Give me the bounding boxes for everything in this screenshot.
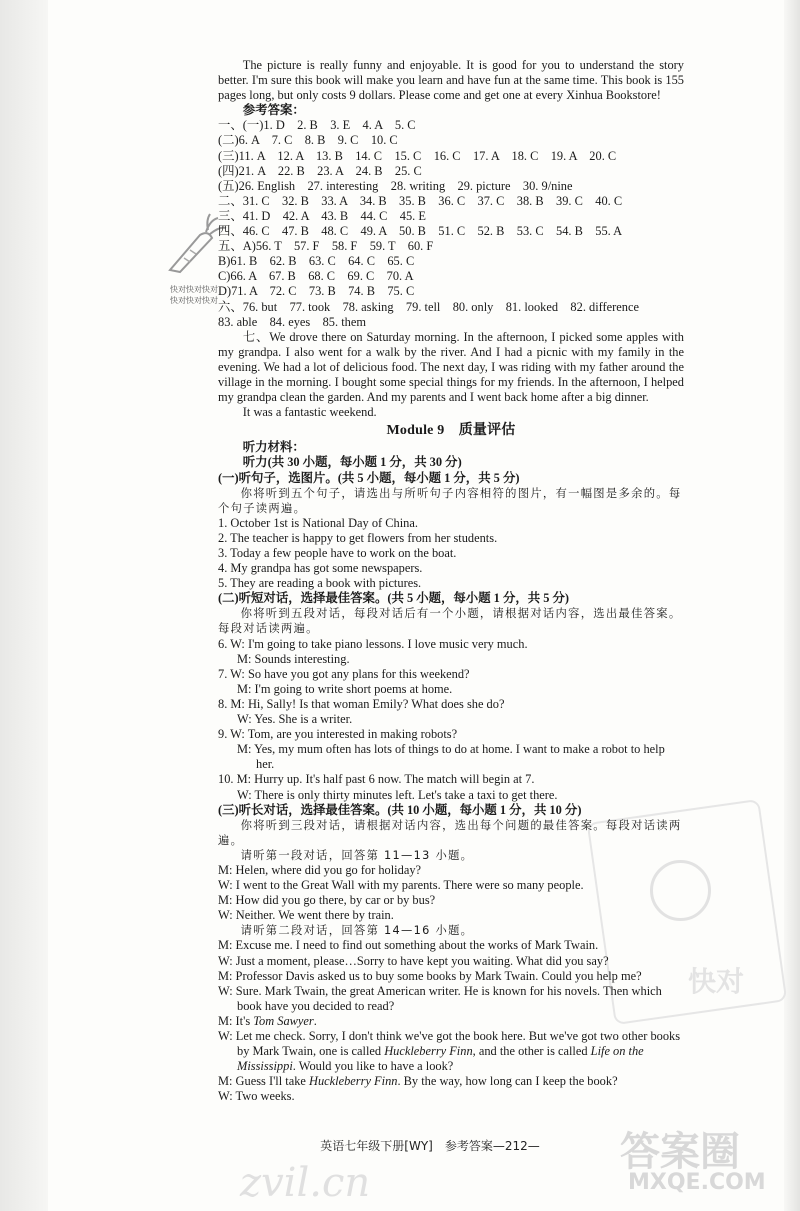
dialogue-line: W: So have you got any plans for this weekend? bbox=[230, 666, 470, 681]
section-3-note: 你将听到三段对话，请根据对话内容，选出每个问题的最佳答案。每段对话读两遍。 bbox=[218, 818, 682, 847]
answer-line: D)71. A 72. C 73. B 74. B 75. C bbox=[218, 284, 415, 299]
essay-closing: It was a fantastic weekend. bbox=[242, 405, 377, 420]
answer-line: 四、46. C 47. B 48. C 49. A 50. B 51. C 52. B 53. C 54. B 55. A bbox=[218, 224, 623, 239]
answer-line: C)66. A 67. B 68. C 69. C 70. A bbox=[218, 269, 414, 284]
answer-line: 一、(一)1. D 2. B 3. E 4. A 5. C bbox=[218, 118, 416, 133]
answer-line: 83. able 84. eyes 85. them bbox=[218, 314, 366, 329]
intro-paragraph: The picture is really funny and enjoyable. It is good for you to understand the story better. I'm sure this book will make you learn and have fun at the same time. This book is 155 pages long, but only costs 9 dollars. Please come and get one at every Xinhua Bookstore! bbox=[218, 58, 684, 103]
dialogue-2-intro: 请听第二段对话，回答第 14—16 小题。 bbox=[240, 924, 474, 938]
answer-list bbox=[218, 118, 684, 329]
sentence-item: 5. They are reading a book with pictures. bbox=[218, 576, 422, 591]
sentence-item: 4. My grandpa has got some newspapers. bbox=[218, 561, 423, 576]
book-title: Tom Sawyer bbox=[253, 1013, 314, 1028]
content-column bbox=[218, 58, 684, 1104]
dialogue-line: M: Yes, my mum often has lots of things to do at home. I want to make a robot to help her. bbox=[237, 742, 665, 772]
listening-material-label: 听力材料： bbox=[242, 440, 305, 455]
module-title: Module 9 质量评估 bbox=[386, 423, 516, 439]
book-title: Huckleberry Finn bbox=[384, 1044, 473, 1059]
dialogue-line: M: It's Tom Sawyer. bbox=[218, 1013, 317, 1028]
dialogue-8: 8. M: Hi, Sally! Is that woman Emily? What does she do? W: Yes. She is a writer. bbox=[218, 697, 684, 727]
book-title: Life on the Mississippi bbox=[237, 1044, 644, 1074]
dialogue-1-intro: 请听第一段对话，回答第 11—13 小题。 bbox=[240, 848, 474, 862]
section-1-heading: (一)听句子，选图片。(共 5 小题，每小题 1 分，共 5 分) bbox=[218, 470, 520, 485]
dialogue-10: 10. M: Hurry up. It's half past 6 now. The match will begin at 7. W: There is only thirty minutes left. Let's take a taxi to get there. bbox=[218, 772, 684, 802]
dialogue-line: W: Two weeks. bbox=[218, 1089, 295, 1104]
sentence-item: 2. The teacher is happy to get flowers from her students. bbox=[218, 530, 498, 545]
dialogue-9: 9. W: Tom, are you interested in making robots? M: Yes, my mum often has lots of things to do at home. I want to make a robot to help her. bbox=[218, 727, 684, 772]
dialogue-line: M: Sounds interesting. bbox=[237, 651, 350, 666]
dialogue-line: M: Guess I'll take Huckleberry Finn. By the way, how long can I keep the book? bbox=[218, 1074, 618, 1089]
dialogue-line: W: I'm going to take piano lessons. I love music very much. bbox=[230, 636, 528, 651]
ref-heading: 参考答案： bbox=[242, 103, 305, 118]
page-edge-right bbox=[784, 0, 800, 1211]
sentence-item: 3. Today a few people have to work on the boat. bbox=[218, 546, 457, 560]
dialogue-line: W: Let me check. Sorry, I don't think we've got the book here. But we've got two other books by Mark Twain, one is called Huckleberry Finn, and the other is called Life on the Mississippi. Would you like to have a look? bbox=[218, 1029, 681, 1074]
answer-line: 三、41. D 42. A 43. B 44. C 45. E bbox=[218, 208, 426, 223]
dialogue-7: 7. W: So have you got any plans for this weekend? M: I'm going to write short poems at home. bbox=[218, 667, 684, 697]
dialogue-line: W: Neither. We went there by train. bbox=[218, 908, 394, 923]
dialogue-line: W: Just a moment, please…Sorry to have kept you waiting. What did you say? bbox=[218, 953, 609, 968]
dialogue-line: W: I went to the Great Wall with my parents. There were so many people. bbox=[218, 878, 584, 893]
side-note: 快对快对快对 快对快对快对 bbox=[170, 285, 218, 305]
dialogue-6: 6. W: I'm going to take piano lessons. I love music very much. M: Sounds interesting. bbox=[218, 637, 684, 667]
watermark-logo: MXQE.COM bbox=[628, 1170, 766, 1195]
watermark-logo: 答案圈 bbox=[620, 1129, 740, 1175]
dialogue-line: M: Hi, Sally! Is that woman Emily? What does she do? bbox=[230, 696, 505, 711]
dialogue-line: M: Professor Davis asked us to buy some books by Mark Twain. Could you help me? bbox=[218, 968, 642, 983]
listening-part-label: 听力(共 30 小题，每小题 1 分，共 30 分) bbox=[242, 455, 462, 470]
dialogue-line: M: How did you go there, by car or by bus? bbox=[218, 893, 436, 908]
stamp-text: 快对 bbox=[688, 965, 745, 998]
answer-line: (五)26. English 27. interesting 28. writing 29. picture 30. 9/nine bbox=[218, 178, 573, 193]
dialogue-line: M: Helen, where did you go for holiday? bbox=[218, 862, 422, 877]
answer-line: (二)6. A 7. C 8. B 9. C 10. C bbox=[218, 133, 398, 148]
answer-line: (四)21. A 22. B 23. A 24. B 25. C bbox=[218, 163, 422, 178]
sentence-item: 1. October 1st is National Day of China. bbox=[218, 515, 418, 530]
page-edge-left bbox=[0, 0, 48, 1211]
watermark-logo: zvil.cn bbox=[240, 1160, 371, 1206]
answer-line: 六、76. but 77. took 78. asking 79. tell 80. only 81. looked 82. difference bbox=[218, 299, 640, 314]
dialogue-line: W: There is only thirty minutes left. Let's take a taxi to get there. bbox=[237, 787, 558, 802]
section-2-heading: (二)听短对话，选择最佳答案。(共 5 小题，每小题 1 分，共 5 分) bbox=[218, 591, 570, 606]
dialogue-line: W: Sure. Mark Twain, the great American writer. He is known for his novels. Then which book have you decided to read? bbox=[218, 983, 662, 1013]
dialogue-line: W: Yes. She is a writer. bbox=[237, 712, 353, 727]
section-3-heading: (三)听长对话，选择最佳答案。(共 10 小题，每小题 1 分，共 10 分) bbox=[218, 802, 582, 817]
page-footer: 英语七年级下册[WY] 参考答案—212— bbox=[320, 1139, 540, 1153]
section-1-note: 你将听到五个句子，请选出与所听句子内容相符的图片，有一幅图是多余的。每个句子读两遍。 bbox=[218, 486, 682, 515]
dialogue-line: W: Tom, are you interested in making robots? bbox=[230, 727, 458, 742]
section-2-note: 你将听到五段对话，每段对话后有一个小题，请根据对话内容，选出最佳答案。每段对话读两遍。 bbox=[218, 607, 682, 636]
book-title: Huckleberry Finn bbox=[309, 1074, 398, 1089]
answer-line: 二、31. C 32. B 33. A 34. B 35. B 36. C 37. C 38. B 39. C 40. C bbox=[218, 193, 623, 208]
answer-line: 五、A)56. T 57. F 58. F 59. T 60. F bbox=[218, 239, 434, 254]
answer-line: B)61. B 62. B 63. C 64. C 65. C bbox=[218, 254, 415, 269]
dialogue-line: M: I'm going to write short poems at home. bbox=[237, 681, 453, 696]
essay-paragraph: 七、We drove there on Saturday morning. In the afternoon, I picked some apples with my grandpa. I also went for a walk by the river. And I had a picnic with my family in the evening. We had a lot of delicious food. The next day, I was riding with my father around the village in the morning. I bought some special things for my friends. In the afternoon, I helped my grandpa clean the garden. And my parents and I went back home after a big dinner. bbox=[218, 329, 684, 405]
answer-line: (三)11. A 12. A 13. B 14. C 15. C 16. C 17. A 18. C 19. A 20. C bbox=[218, 148, 617, 163]
dialogue-line: M: Excuse me. I need to find out something about the works of Mark Twain. bbox=[218, 938, 599, 953]
dialogue-line: M: Hurry up. It's half past 6 now. The match will begin at 7. bbox=[236, 772, 535, 787]
